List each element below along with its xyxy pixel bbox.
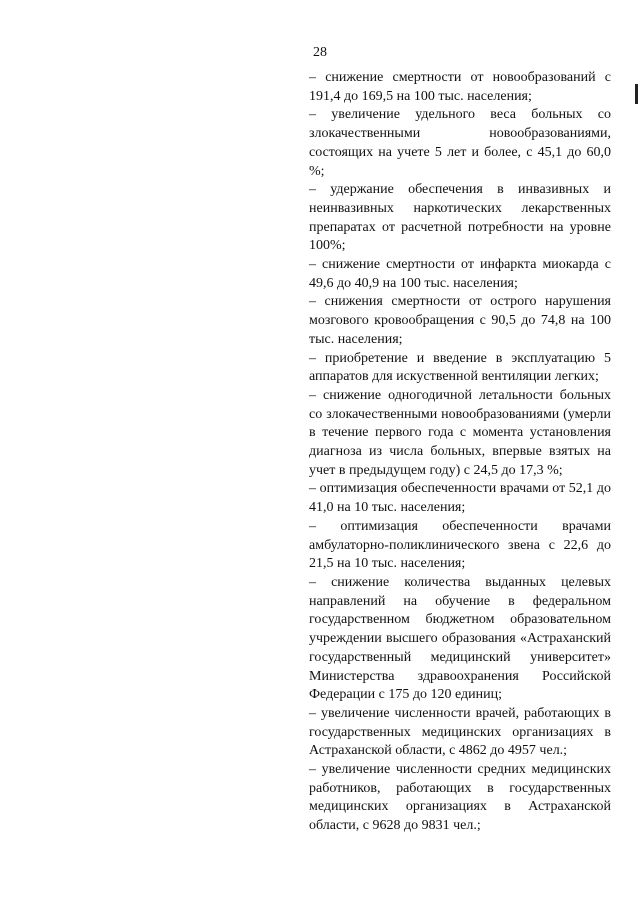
list-item: – снижение одногодичной летальности больных со злокачественными новообразованиями (умерли в течение первого года с момента установления диагноза из числа больных, впервые взятых на учет в предыдущем году) с 24,5 до 17,3 %; bbox=[309, 387, 611, 478]
list-item: – увеличение удельного веса больных со злокачественными новообразованиями, состоящих на учете 5 лет и более, с 45,1 до 60,0 %; bbox=[309, 107, 611, 179]
list-item: – удержание обеспечения в инвазивных и неинвазивных наркотических лекарственных препаратах от расчетной потребности на уровне 100%; bbox=[309, 182, 611, 254]
list-item: – снижение смертности от инфаркта миокарда с 49,6 до 40,9 на 100 тыс. населения; bbox=[309, 257, 611, 291]
list-item: – снижение смертности от новообразований с 191,4 до 169,5 на 100 тыс. населения; bbox=[309, 70, 611, 104]
list-item: – оптимизация обеспеченности врачами амбулаторно-поликлинического звена с 22,6 до 21,5 на 10 тыс. населения; bbox=[309, 518, 611, 572]
list-item: – снижения смертности от острого нарушения мозгового кровообращения с 90,5 до 74,8 на 100 тыс. населения; bbox=[309, 294, 611, 347]
list-item: – увеличение численности врачей, работающих в государственных медицинских организациях в Астраханской области, с 4862 до 4957 чел.; bbox=[309, 705, 611, 759]
list-item: – приобретение и введение в эксплуатацию 5 аппаратов для искуственной вентиляции легких; bbox=[309, 350, 611, 385]
margin-mark bbox=[635, 84, 638, 104]
list-item: – оптимизация обеспеченности врачами от 52,1 до 41,0 на 10 тыс. населения; bbox=[309, 481, 611, 516]
page-number: 28 bbox=[313, 45, 327, 60]
list-item: – снижение количества выданных целевых направлений на обучение в федеральном государственном бюджетном образовательном учреждении высшего образования «Астраханский государственный медицинский университет» Министерства здравоохранения Российской Федерации с 175 до 120 единиц; bbox=[309, 574, 611, 703]
list-item: – увеличение численности средних медицинских работников, работающих в государственных медицинских организациях в Астраханской области, с 9628 до 9831 чел.; bbox=[309, 762, 611, 834]
document-body bbox=[309, 69, 611, 836]
